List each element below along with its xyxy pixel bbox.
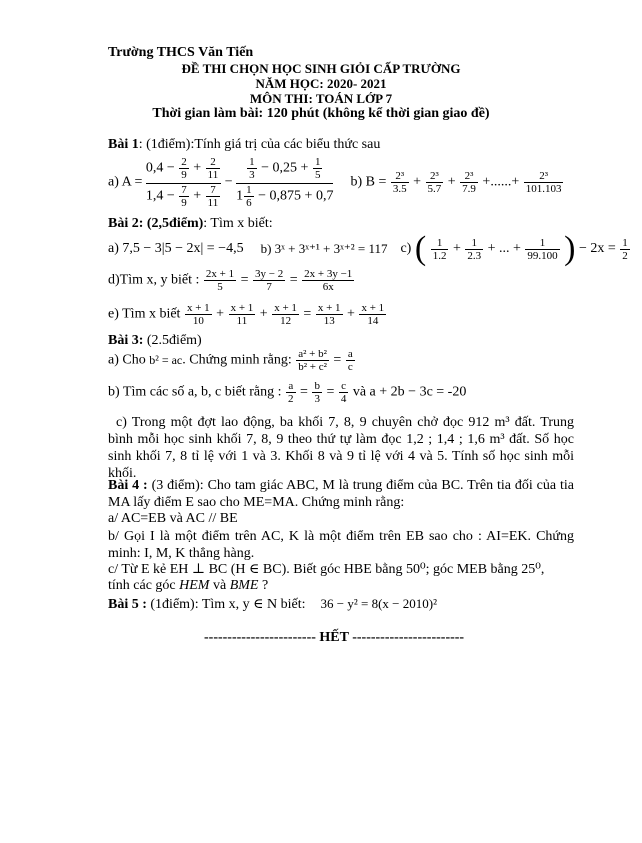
exam-time: Thời gian làm bài: 120 phút (không kể thời gian giao đề): [152, 106, 490, 121]
school-name: Trường THCS Văn Tiến: [108, 45, 254, 60]
end-marker: ------------------------ HẾT ------------------------: [204, 630, 465, 645]
bai2-heading: Bài 2: (2,5điểm): Tìm x biết:: [108, 216, 273, 231]
school-year: NĂM HỌC: 2020- 2021: [255, 76, 387, 91]
bai3-b: b) Tìm các số a, b, c biết rằng : $\frac{a}{2}$ = $\frac{b}{3}$ = $\frac{c}{4}$ và a + 2b − 3c = -20: [108, 380, 467, 405]
exam-title: ĐỀ THI CHỌN HỌC SINH GIỎI CẤP TRƯỜNG: [181, 61, 461, 76]
bai3-heading: Bài 3: (2.5điểm): [108, 333, 202, 348]
bai3-c: c) Trong một đợt lao động, ba khối 7, 8, 9 chuyên chở đọc 912 m³ đất. Trung bình mỗi học sinh khối 7, 8, 9 theo thứ tự làm đọc 1,2 ; 1,4 ; 1,6 m³ đất. Số học sinh khối 7, 8 tỉ lệ với 1 và 3. Khối 8 và 9 tỉ lệ với 4 và 5. Tính số học sinh mỗi khối.: [108, 415, 574, 481]
bai4-b: b/ Gọi I là một điểm trên AC, K là một điểm trên EB sao cho : AI=EK. Chứng minh: I, M, K thẳng hàng.: [108, 529, 574, 561]
bai2-d: d)Tìm x, y biết : $\frac{2x + 1}{5}$ = $\frac{3y - 2}{7}$ = $\frac{2x + 3y -1}{6x}$: [108, 268, 353, 293]
bai4-c2: tính các góc HEM và BME ?: [108, 578, 269, 593]
bai3-a: a) Cho b² = ac. Chứng minh rằng: $\frac{\text{a² + b²}}{\text{b² + c²}}$ = $\frac{a}{c}$: [108, 348, 353, 373]
bai2-e: e) Tìm x biết $\frac{x + 1}{10}$ + $\frac{x + 1}{11}$ + $\frac{x + 1}{12}$ = $\frac{x + 1}{13}$ + $\frac{x + 1}{14}$: [108, 302, 385, 327]
fraction-A: 0,4 − $\frac{2}{9}$ + $\frac{2}{11}$ 1,4 − $\frac{7}{9}$ + $\frac{7}{11}$: [146, 156, 221, 209]
bai4-intro: Bài 4 : (3 điểm): Cho tam giác ABC, M là trung điểm của BC. Trên tia đối của tia MA lấy điểm E sao cho ME=MA. Chứng minh rằng:: [108, 478, 575, 510]
bai4-c1: c/ Từ E kẻ EH ⊥ BC (H ∈ BC). Biết góc HBE bằng 50⁰; góc MEB bằng 25⁰,: [108, 562, 545, 577]
bai5: Bài 5 : (1điểm): Tìm x, y ∈ N biết: 36 − y² = 8(x − 2010)²: [108, 596, 437, 612]
bai1-heading: Bài 1: (1điểm):Tính giá trị của các biểu thức sau: [108, 137, 381, 152]
exam-subject: MÔN THI: TOÁN LỚP 7: [249, 91, 393, 106]
bai1-a-expression: a) A = 0,4 − $\frac{2}{9}$ + $\frac{2}{11}$ 1,4 − $\frac{7}{9}$ + $\frac{7}{11}$ − $\frac{1}{3}$ − 0,25 + $\frac{1}{5}$ 1 $\frac{1}{6}$ − 0,875 + 0,7 b) B = $\frac{\text{2³}}{3.5}$ + $\frac{\text{2³}}{5.7}$ + $\frac{\text{2³}}{7.9}$ +......+ $\frac{\text{2³}}{101.103}$: [108, 156, 562, 209]
bai2-abc: a) 7,5 − 3|5 − 2x| = −4,5 b) 3ˣ + 3ˣ⁺¹ + 3ˣ⁺² = 117 c) ( $\frac{1}{1.2}$ + $\frac{1}{2.3}$ + ... + $\frac{1}{99.100}$ ) − 2x = $\frac{1}{2}$: [108, 230, 628, 267]
fraction-A2: $\frac{1}{3}$ − 0,25 + $\frac{1}{5}$ 1 $\frac{1}{6}$ − 0,875 + 0,7: [236, 156, 334, 209]
bai4-a: a/ AC=EB và AC // BE: [108, 511, 238, 526]
